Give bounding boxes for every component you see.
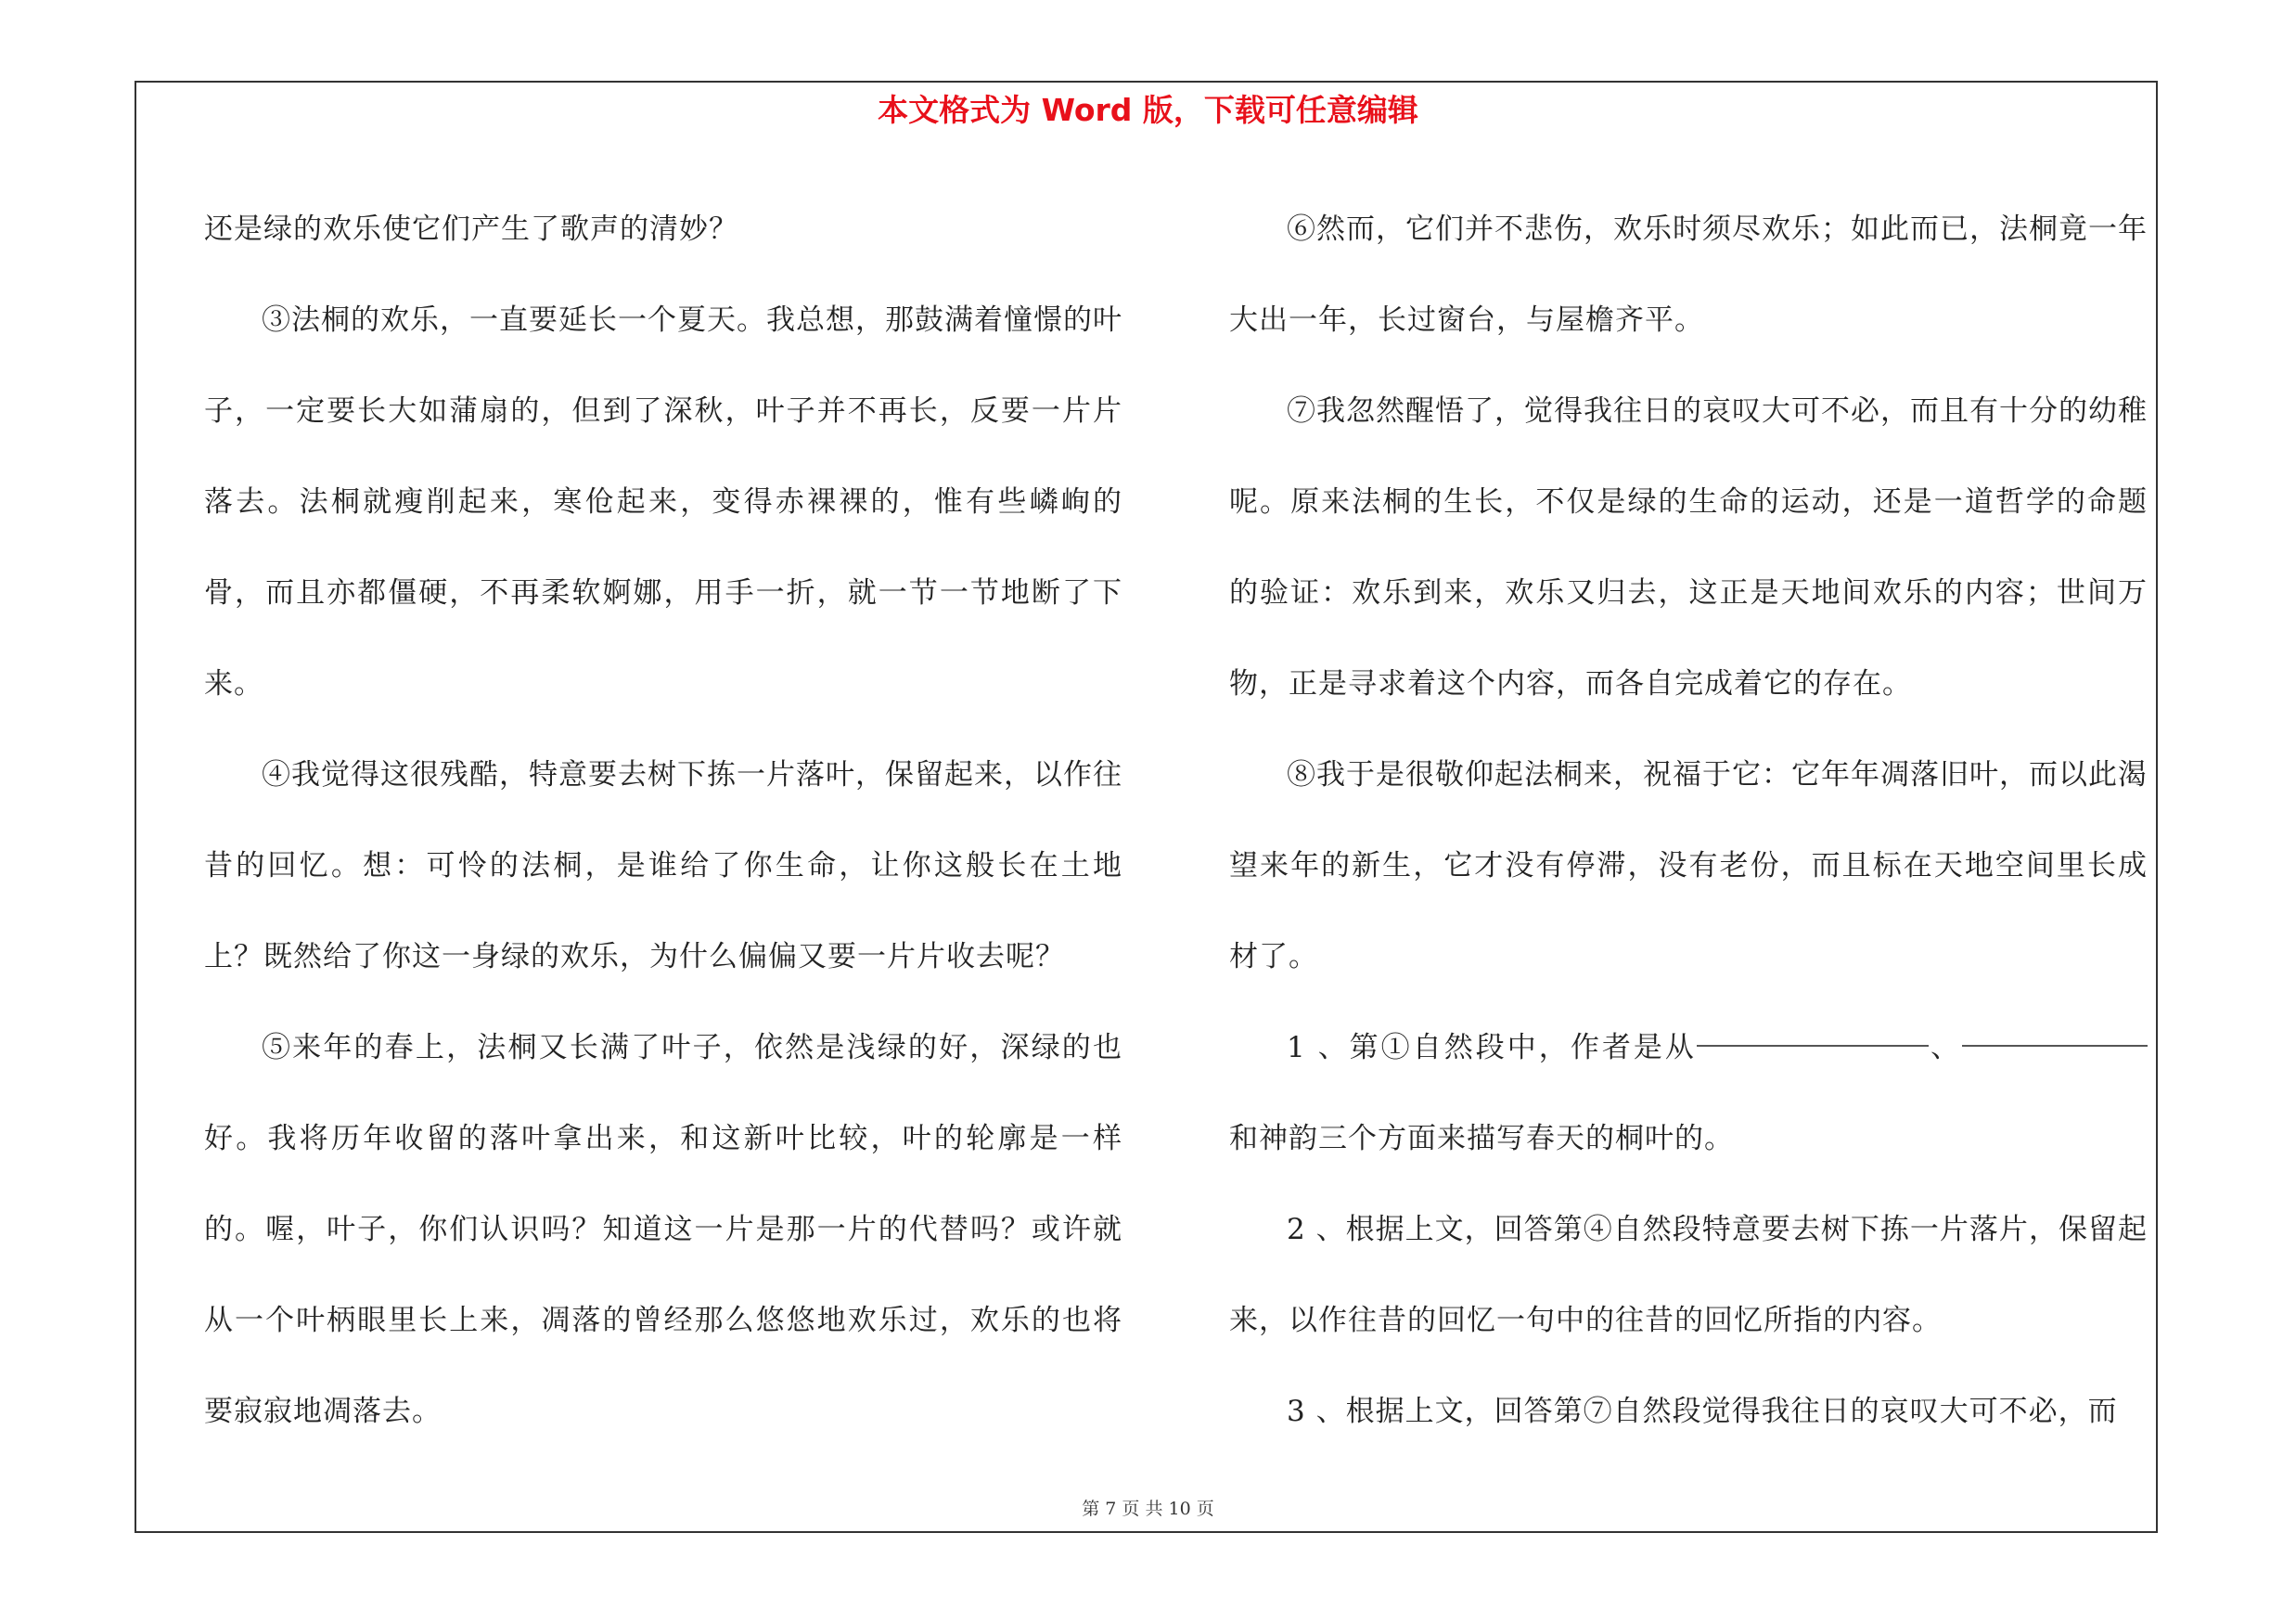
paragraph-3: ③法桐的欢乐，一直要延长一个夏天。我总想，那鼓满着憧憬的叶子，一定要长大如蒲扇的，但到了深秋，叶子并不再长，反要一片片落去。法桐就瘦削起来，寒伧起来，变得赤裸裸的，惟有些嶙峋的骨，而且亦都僵硬，不再柔软婀娜，用手一折，就一节一节地断了下来。	[204, 303, 1122, 701]
left-text-column	[204, 184, 1122, 1457]
header-banner: 本文格式为 Word 版，下载可任意编辑	[878, 92, 1418, 128]
paragraph-7: ⑦我忽然醒悟了，觉得我往日的哀叹大可不必，而且有十分的幼稚呢。原来法桐的生长，不仅是绿的生命的运动，还是一道哲学的命题的验证：欢乐到来，欢乐又归去，这正是天地间欢乐的内容；世间万物，正是寻求着这个内容，而各自完成着它的存在。	[1229, 394, 2148, 701]
question-3: 3 、根据上文，回答第⑦自然段觉得我往日的哀叹大可不必，而	[1287, 1395, 2118, 1428]
page-number-footer: 第 7 页 共 10 页	[1082, 1499, 1214, 1519]
question-1-suffix: 和神韵三个方面来描写春天的桐叶的。	[1229, 1122, 1734, 1155]
question-1-prefix: 1 、第①自然段中，作者是从	[1287, 1031, 1697, 1064]
paragraph-continuation: 还是绿的欢乐使它们产生了歌声的清妙？	[204, 213, 738, 246]
paragraph-8: ⑧我于是很敬仰起法桐来，祝福于它：它年年凋落旧叶，而以此渴望来年的新生，它才没有停滞，没有老份，而且标在天地空间里长成材了。	[1229, 758, 2148, 973]
paragraph-6: ⑥然而，它们并不悲伤，欢乐时须尽欢乐；如此而已，法桐竟一年大出一年，长过窗台，与屋檐齐平。	[1229, 213, 2148, 337]
answer-blank-1[interactable]	[1697, 1045, 1929, 1047]
paragraph-5: ⑤来年的春上，法桐又长满了叶子，依然是浅绿的好，深绿的也好。我将历年收留的落叶拿出来，和这新叶比较，叶的轮廓是一样的。喔，叶子，你们认识吗？知道这一片是那一片的代替吗？或许就从一个叶柄眼里长上来，凋落的曾经那么悠悠地欢乐过，欢乐的也将要寂寂地凋落去。	[204, 1031, 1122, 1428]
question-2: 2 、根据上文，回答第④自然段特意要去树下拣一片落片，保留起来，以作往昔的回忆一句中的往昔的回忆所指的内容。	[1229, 1213, 2148, 1337]
right-text-column	[1229, 184, 2148, 1457]
paragraph-4: ④我觉得这很残酷，特意要去树下拣一片落叶，保留起来，以作往昔的回忆。想：可怜的法桐，是谁给了你生命，让你这般长在土地上？既然给了你这一身绿的欢乐，为什么偏偏又要一片片收去呢？	[204, 758, 1122, 973]
question-1-separator: 、	[1928, 1031, 1963, 1064]
question-1	[1229, 1002, 2148, 1184]
answer-blank-2[interactable]	[1962, 1045, 2148, 1047]
